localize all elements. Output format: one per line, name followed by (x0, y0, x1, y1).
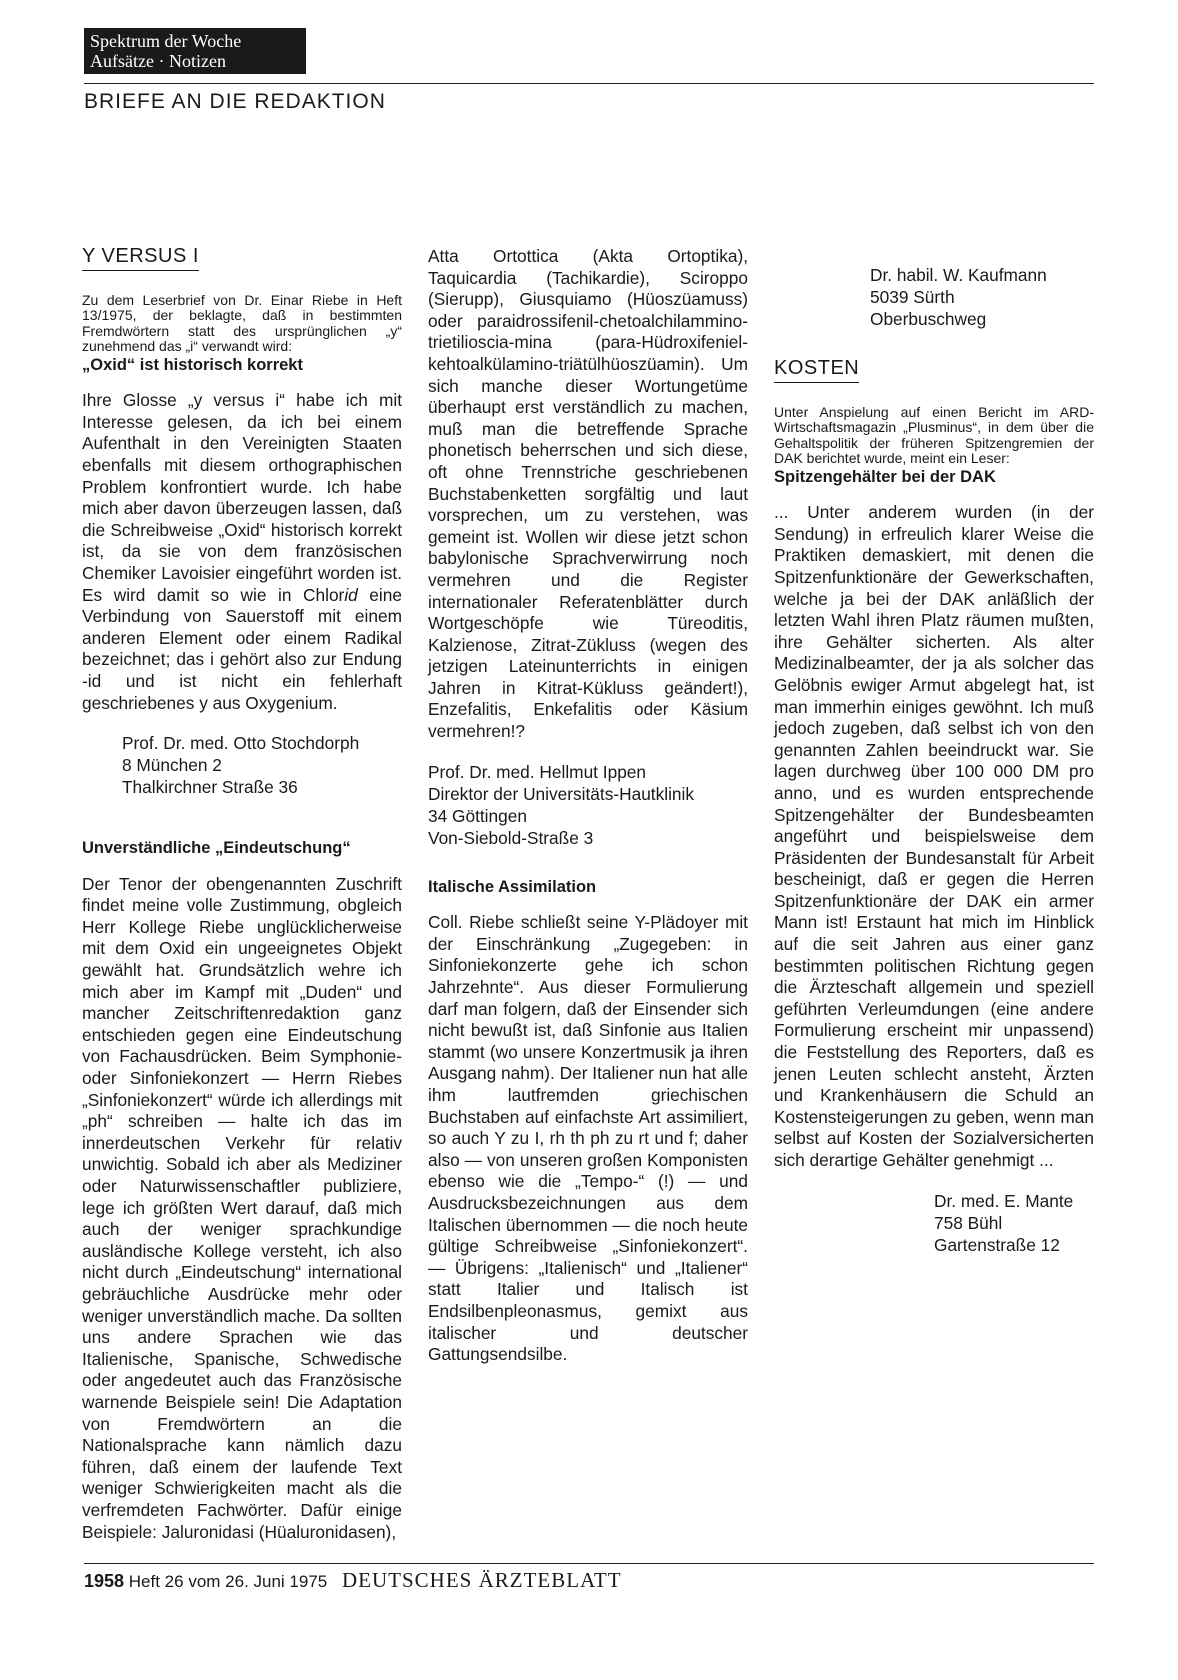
section-label-line2: Aufsätze · Notizen (90, 51, 226, 71)
section-label (84, 28, 306, 74)
column-2 (428, 246, 748, 1366)
letter-subtitle-oxid: „Oxid“ ist historisch korrekt (82, 355, 303, 374)
section-label-line1: Spektrum der Woche (90, 31, 242, 51)
page-heading: BRIEFE AN DIE REDAKTION (84, 90, 386, 113)
bottom-rule (84, 1563, 1094, 1564)
column-1 (82, 246, 402, 1543)
article-title-y-versus-i: Y VERSUS I (82, 246, 199, 271)
article-intro: Zu dem Leserbrief von Dr. Einar Riebe in Heft 13/1975, der beklagte, daß in bestimmten Fremdwörtern statt des ursprünglichen „y“ zunehmend das „i“ verwandt wird: (82, 291, 402, 355)
article-intro-kosten: Unter Anspielung auf einen Bericht im ARD-Wirtschaftsmagazin „Plusminus“, in dem über die Gehaltspolitik der früheren Spitzengremien der DAK berichtet wurde, meint ein Leser: (774, 403, 1094, 467)
letter-body-oxid: Ihre Glosse „y versus i“ habe ich mit Interesse gelesen, da ich bei einem Aufenthalt in den Vereinigten Staaten ebenfalls mit diesem orthographischen Problem konfrontiert wurde. Ich habe mich aber davon überzeugen lassen, daß die Schreibweise „Oxid“ historisch korrekt ist, da sie von dem französischen Chemiker Lavoisier eingeführt worden ist. Es wird damit so wie in Chlorid eine Verbindung von Sauerstoff mit einem anderen Element oder einem Radikal bezeichnet; das i gehört also zur Endung -id und ist nicht ein fehlerhaft geschriebenes y aus Oxygenium. (82, 390, 402, 713)
letter-body-eindeutschung: Der Tenor der obengenannten Zuschrift findet meine volle Zustimmung, obgleich Herr Kollege Riebe unglücklicherweise mit dem Oxid ein ungeeignetes Objekt gewählt hat. Grundsätzlich wehre ich mich aber im Kampf mit „Duden“ und mancher Zeitschriftenredaktion ganz entschieden gegen eine Eindeutschung von Fachausdrücken. Beim Symphonie- oder Sinfoniekonzert — Herrn Riebes „Sinfoniekonzert“ würde ich allerdings mit „ph“ schreiben — halte ich das im innerdeutschen Verkehr für relativ unwichtig. Sobald ich aber als Mediziner oder Naturwissenschaftler publiziere, lege ich größten Wert darauf, daß mich auch der weniger sprachkundige ausländische Kollege versteht, ich also nicht durch „Eindeutschung“ international gebräuchliche Ausdrücke mehr oder weniger unverständlich mache. Da sollten uns andere Sprachen wie das Italienische, Spanische, Schwedische oder angedeutet auch das Französische warnende Beispiele sein! Die Adaptation von Fremdwörtern an die Nationalsprache kann nämlich dazu führen, daß einem der laufende Text weniger Schwierigkeiten macht als die verfremdeten Fachwörter. Dafür einige Beispiele: Jaluronidasi (Hüaluronidasen), (82, 873, 402, 1542)
letter-subtitle-italische-assimilation: Italische Assimilation (428, 877, 597, 896)
column-3 (774, 246, 1094, 1256)
signature-mante: Dr. med. E. Mante 758 Bühl Gartenstraße 12 (934, 1190, 1074, 1255)
signature-kaufmann: Dr. habil. W. Kaufmann 5039 Sürth Oberbuschweg (870, 265, 1047, 329)
page-number: 1958 (84, 1571, 125, 1591)
letter-subtitle-eindeutschung: Unverständliche „Eindeutschung“ (82, 839, 351, 858)
article-title-kosten: KOSTEN (774, 358, 859, 383)
issue-info: Heft 26 vom 26. Juni 1975 (128, 1572, 328, 1591)
signature-stochdorph: Prof. Dr. med. Otto Stochdorph 8 München 2 Thalkirchner Straße 36 (122, 733, 360, 798)
page-footer (84, 1568, 622, 1593)
letter-body-spitzengehaelter: ... Unter anderem wurden (in der Sendung) in erfreulich klarer Weise die Praktiken demaskiert, mit denen die Spitzenfunktionäre der Gewerkschaften, welche ja bei der DAK anläßlich der letzten Wahl ihren Platz räumen mußten, ihre Gehälter sicherten. Als alter Medizinalbeamter, der ja als solcher das Gelöbnis ewiger Armut abgelegt hat, ist man immerhin einiges gewöhnt. Ich muß jedoch zugeben, daß selbst ich von den genannten Zahlen beeindruckt war. Sie lagen durchweg über 100 000 DM pro anno, und es wurden entsprechende Spitzengehälter der Bundesbeamten angeführt und beispielsweise dem Präsidenten der Bundesanstalt für Arbeit bescheinigt, daß er gegen die Herren Spitzenfunktionäre der DAK ein armer Mann ist! Erstaunt hat mich im Hinblick auf die seit Jahren aus einer ganz bestimmten politischen Richtung gegen die Ärzteschaft allgemein und speziell geführten Verleumdungen (eine andere Formulierung erscheint mir unpassend) die Feststellung des Reporters, daß es jenen Leuten schlecht ansteht, Ärzten und Krankenhäusern die Schuld an Kostensteigerungen zu geben, wenn man selbst auf Kosten der Sozialversicherten sich derartige Gehälter genehmigt ... (774, 502, 1094, 1170)
letter-body-italische-assimilation: Coll. Riebe schließt seine Y-Plädoyer mit der Einschränkung „Zugegeben: in Sinfoniekonzerte gehe ich schon Jahrzehnte“. Aus dieser Formulierung darf man folgern, daß der Einsender sich nicht bewußt ist, daß Sinfonie aus Italien stammt (wo unsere Konzertmusik ja ihren Ausgang nahm). Der Italiener nun hat alle ihm lautfremden griechischen Buchstaben auf einfachste Art assimiliert, so auch Y zu I, rh th ph zu rt und f; daher also — von unseren großen Komponisten ebenso wie die „Tempo-“ (!) — und Ausdrucksbezeichnungen aus dem Italischen übernommen — die noch heute gültige Schreibweise „Sinfoniekonzert“. — Übrigens: „Italienisch“ und „Italiener“ statt Italier und Italisch ist Endsilbenpleonasmus, gemixt aus italischer und deutscher Gattungsendsilbe. (428, 912, 748, 1365)
magazine-name: DEUTSCHES ÄRZTEBLATT (341, 1568, 622, 1592)
signature-ippen: Prof. Dr. med. Hellmut Ippen Direktor der Universitäts-Hautklinik 34 Göttingen Von-Siebold-Straße 3 (428, 761, 695, 848)
top-rule (84, 83, 1094, 84)
letter-subtitle-spitzengehaelter: Spitzengehälter bei der DAK (774, 467, 996, 486)
letter-body-eindeutschung-cont: Atta Ortottica (Akta Ortoptika), Taquicardia (Tachikardie), Sciroppo (Sierupp), Giusquiamo (Hüoszüamuss) oder paraidrossifenil-chetoalchilammino-trietilioscia-mina (para-Hüdroxifeniel-kehtoalkülamino-triätülhüoszüamin). Um sich manche dieser Wortungetüme überhaupt erst verständlich zu machen, muß man die betreffende Sprache phonetisch beherrschen und sich diese, oft ohne Trennstriche geschriebenen Buchstabenketten sorgfältig und laut vorsprechen, um zu verstehen, was gemeint ist. Wollen wir diese jetzt schon babylonische Sprachverwirrung noch vermehren und die Register internationaler Referatenblätter durch Wortgeschöpfe wie Türeoditis, Kalzienose, Zitrat-Zükluss (wegen des jetzigen Lateinunterrichts in einigen Jahren in Kitrat-Kükluss geändert!), Enzefalitis, Enkefalitis oder Käsium vermehren!? (428, 246, 748, 742)
